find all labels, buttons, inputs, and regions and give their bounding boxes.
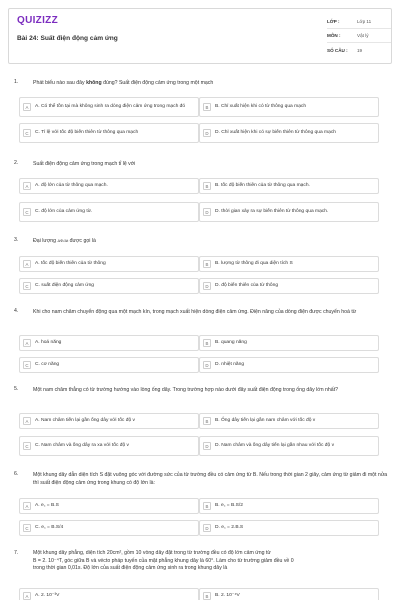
option-text: B. Chỉ xuất hiện khi có từ thông qua mạch [215, 104, 307, 109]
option-letter: D [203, 208, 211, 216]
question-number: 1. [14, 79, 19, 85]
option-letter: D [203, 524, 211, 532]
option-c[interactable] [19, 123, 199, 143]
option-a[interactable] [19, 97, 199, 117]
meta-value: Vật lý [357, 33, 369, 38]
question-number: 5. [14, 386, 19, 392]
option-b[interactable] [199, 335, 379, 351]
meta-label: MÔN : [327, 33, 341, 38]
option-text: C. e꜀ = B.S/4 [35, 525, 64, 530]
option-letter: B [203, 339, 211, 347]
meta-value: 19 [357, 47, 363, 53]
question-text: Khi cho nam châm chuyển động qua một mạch kín, trong mạch xuất hiện dòng điện cảm ứng. Điện năng của dòng điện được chuyển hoá từ [33, 309, 357, 315]
meta-table [327, 15, 391, 57]
option-d[interactable] [199, 520, 379, 536]
option-c[interactable] [19, 278, 199, 294]
option-letter: A [23, 182, 31, 190]
meta-label: SỐ CÂU : [327, 47, 348, 53]
option-text: B. tốc độ biến thiên của từ thông qua mạch. [215, 183, 310, 188]
question-text: Phát biểu nào sau đây không đúng? Suất điện động cảm ứng trong một mạch [33, 80, 214, 86]
option-text: B. 2. 10⁻⁴V [215, 593, 240, 598]
option-text: D. độ biến thiên của từ thông [215, 283, 279, 288]
option-letter: A [23, 592, 31, 600]
option-text: D. e꜀ = 2.B.S [215, 525, 244, 530]
question-number: 4. [14, 308, 19, 314]
option-c[interactable] [19, 520, 199, 536]
option-b[interactable] [199, 178, 379, 194]
option-letter: B [203, 502, 211, 510]
option-letter: A [23, 417, 31, 425]
option-d[interactable] [199, 202, 379, 222]
question-number: 6. [14, 471, 19, 477]
question-text: Suất điện động cảm ứng trong mạch tỉ lệ với [33, 161, 136, 167]
option-letter: B [203, 260, 211, 268]
option-text: D. Nam châm và ống dây tiến lại gần nhau với tốc độ v [215, 443, 335, 448]
meta-label: LỚP : [327, 19, 340, 24]
option-text: A. Nam châm tiến lại gần ống dây với tốc độ v [35, 418, 135, 423]
option-text: B. Ống dây tiến lại gần nam châm với tốc độ v [215, 418, 316, 423]
option-d[interactable] [199, 278, 379, 294]
question-number: 3. [14, 237, 19, 243]
option-b[interactable] [199, 256, 379, 272]
option-text: C. Nam châm và ống dây ra xa với tốc độ v [35, 443, 129, 448]
option-letter: C [23, 442, 31, 450]
question-text: Một khung dây phẳng, diện tích 20cm², gồm 10 vòng dây đặt trong từ trường đều có độ lớn cảm ứng từ B = 2. 10⁻⁴T, góc giữa B và vécto pháp tuyến của mặt phẳng khung dây là 60°. Làm cho từ trường giảm đều về 0 trong thời gian 0,01s. Độ lớn của suất điện động cảm ứng sinh ra trong khung dây là [33, 550, 294, 571]
option-letter: D [203, 361, 211, 369]
option-letter: B [203, 592, 211, 600]
worksheet-header [8, 8, 392, 64]
option-letter: B [203, 103, 211, 111]
option-a[interactable] [19, 335, 199, 351]
option-text: A. hoá năng [35, 340, 62, 345]
option-text: B. quang năng [215, 340, 247, 345]
question-text: Một khung dây dẫn diện tích S đặt vuông góc với đường sức của từ trường đều có cảm ứng từ B. Nếu trong thời gian 2 giây, cảm ứng từ giảm đi một nửa thì suất điện động cảm ứng trong khung có độ lớn là: [33, 472, 388, 486]
meta-row-subject [327, 29, 391, 43]
option-text: B. lượng từ thông đi qua diện tích S [215, 261, 293, 266]
option-letter: C [23, 361, 31, 369]
option-letter: D [203, 282, 211, 290]
option-text: A. Có thể tồn tại mà không sinh ra dòng điện cảm ứng trong mạch đó [35, 104, 186, 109]
option-a[interactable] [19, 256, 199, 272]
option-text: A. độ lớn của từ thông qua mạch. [35, 183, 108, 188]
meta-value: Lớp 11 [357, 19, 372, 24]
option-letter: A [23, 502, 31, 510]
option-text: D. thời gian xảy ra sự biến thiên từ thông qua mạch. [215, 209, 329, 214]
option-letter: D [203, 442, 211, 450]
meta-row-class [327, 15, 391, 29]
option-d[interactable] [199, 357, 379, 373]
option-letter: B [203, 182, 211, 190]
question-text: Một nam châm thẳng có từ trường hướng vào lòng ống dây. Trong trường hợp nào dưới đây suất điện động trong ống dây lớn nhất? [33, 387, 339, 393]
option-text: D. nhiệt năng [215, 362, 245, 367]
option-c[interactable] [19, 202, 199, 222]
option-letter: A [23, 260, 31, 268]
option-text: A. e꜀ = B.S [35, 503, 59, 508]
option-text: A. 2. 10⁻³V [35, 593, 60, 598]
option-text: A. tốc độ biến thiên của từ thông [35, 261, 106, 266]
option-letter: A [23, 103, 31, 111]
option-text: C. suất điện động cảm ứng [35, 283, 95, 288]
option-letter: C [23, 282, 31, 290]
quizizz-logo: QUIZIZZ [17, 15, 58, 26]
option-b[interactable] [199, 97, 379, 117]
option-d[interactable] [199, 436, 379, 456]
option-a[interactable] [19, 178, 199, 194]
option-text: C. Tỉ lệ với tốc độ biến thiên từ thông qua mạch [35, 130, 139, 135]
option-text: D. Chỉ xuất hiện khi có sự biến thiên từ thông qua mạch [215, 130, 337, 135]
option-letter: B [203, 417, 211, 425]
option-b[interactable] [199, 588, 379, 600]
option-b[interactable] [199, 498, 379, 514]
option-d[interactable] [199, 123, 379, 143]
option-text: C. cơ năng [35, 362, 60, 367]
option-letter: D [203, 129, 211, 137]
option-letter: A [23, 339, 31, 347]
option-letter: C [23, 524, 31, 532]
option-c[interactable] [19, 436, 199, 456]
meta-row-count [327, 43, 391, 57]
lesson-title: Bài 24: Suất điện động cảm ứng [17, 35, 118, 42]
option-text: C. độ lớn của cảm ứng từ. [35, 209, 93, 214]
option-a[interactable] [19, 413, 199, 429]
option-letter: C [23, 129, 31, 137]
option-letter: C [23, 208, 31, 216]
fraction-delta-phi-over-delta-t: ΔΦ/Δt [57, 238, 69, 243]
option-a[interactable] [19, 498, 199, 514]
option-text: B. e꜀ = B.S/2 [215, 503, 243, 508]
option-b[interactable] [199, 413, 379, 429]
question-number: 7. [14, 550, 19, 556]
question-number: 2. [14, 160, 19, 166]
option-c[interactable] [19, 357, 199, 373]
option-a[interactable] [19, 588, 199, 600]
question-text: Đại lượng ΔΦ/Δt được gọi là [33, 238, 96, 244]
